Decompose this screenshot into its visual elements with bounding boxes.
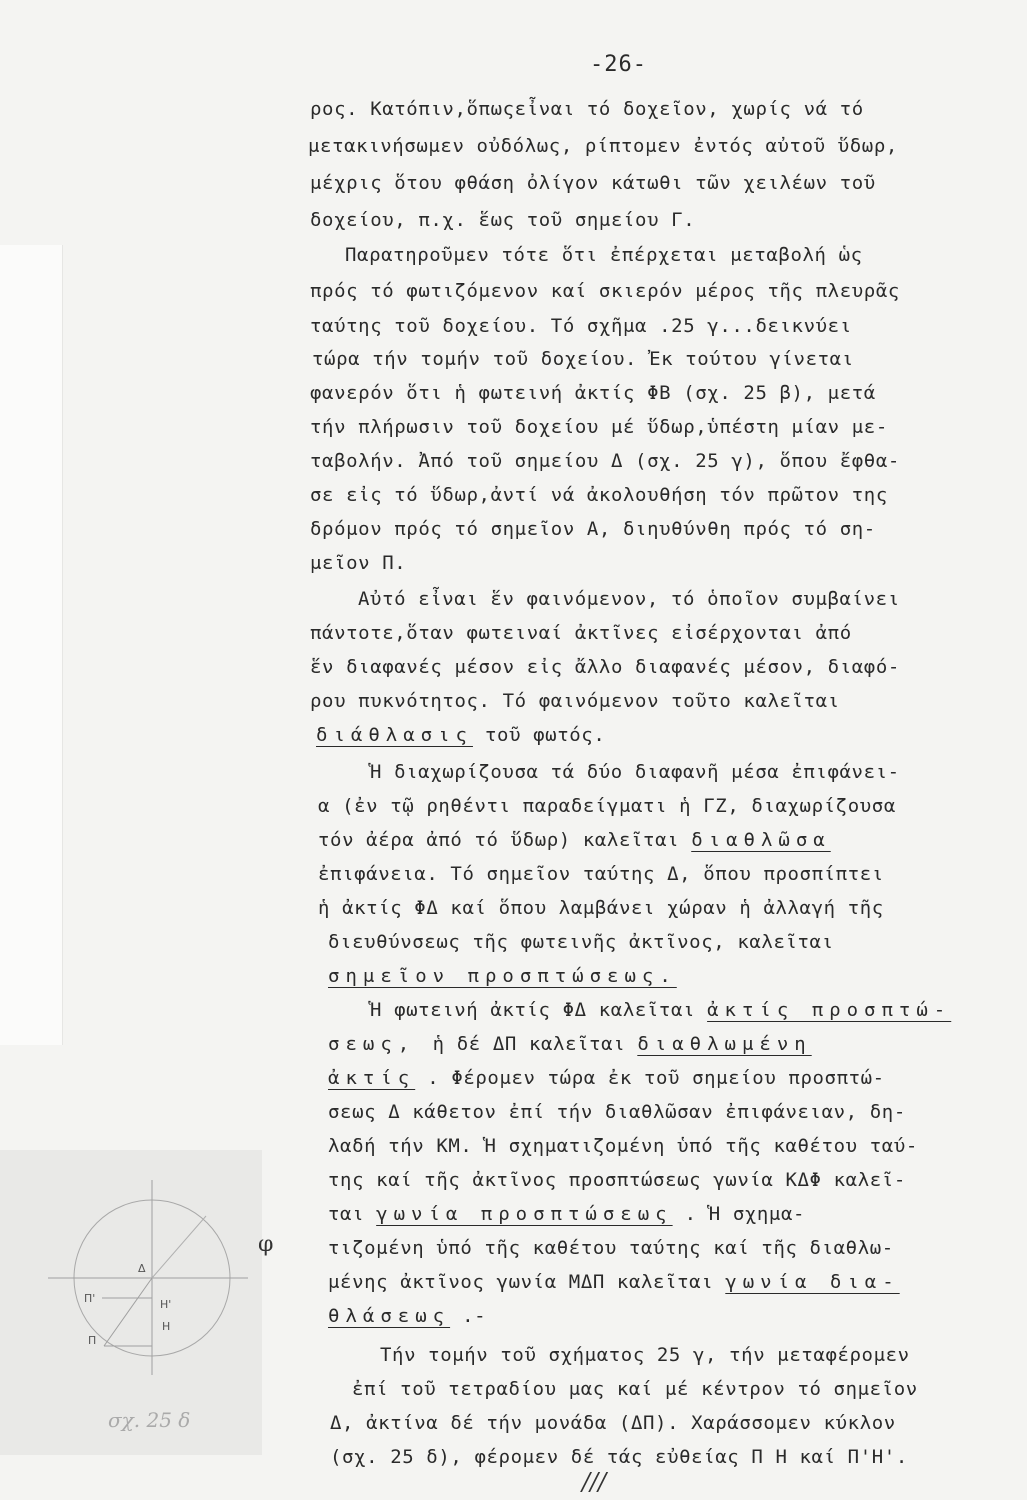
text-segment: Παρατηροῦμεν τότε ὅτι ἐπέρχεται μεταβολή ὡς (345, 244, 863, 266)
text-segment: ἕν διαφανές μέσον εἰς ἄλλο διαφανές μέσον, διαφό- (310, 656, 900, 678)
text-segment: πρός τό φωτιζόμενον καί σκιερόν μέρος τῆς πλευρᾶς (310, 280, 900, 302)
underlined-term: διαθλῶσα (691, 829, 831, 851)
text-segment: . Φέρομεν τώρα ἐκ τοῦ σημείου προσπτώ- (415, 1067, 885, 1089)
text-segment: ταύτης τοῦ δοχείου. Τό σχῆμα .25 γ...δεικνύει (310, 315, 852, 337)
figure-caption: σχ. 25 δ (108, 1408, 191, 1432)
text-line (328, 1169, 906, 1191)
underlined-term: ἀκτίς (328, 1067, 416, 1089)
underlined-term: γωνία δια- (725, 1271, 900, 1293)
text-segment: Αὐτό εἶναι ἕν φαινόμενον, τό ὁποῖον συμβαίνει (358, 588, 900, 610)
text-segment: .- (450, 1305, 487, 1327)
text-segment: . Ἡ σχημα- (672, 1203, 806, 1225)
text-line (328, 1305, 486, 1327)
text-segment: φανερόν ὅτι ἡ φωτεινή ἀκτίς ΦΒ (σχ. 25 β), μετά (310, 382, 876, 404)
text-line (370, 999, 951, 1021)
text-line (312, 348, 854, 370)
text-line (310, 552, 406, 574)
text-segment: ἡ ἀκτίς ΦΔ καί ὅπου λαμβάνει χώραν ἡ ἀλλαγή τῆς (318, 897, 884, 919)
underlined-term: διάθλασις (316, 724, 473, 746)
underlined-term: γωνία προσπτώσεως (376, 1203, 673, 1225)
text-segment: της καί τῆς ἀκτῖνος προσπτώσεως γωνία ΚΔΦ καλεῖ- (328, 1169, 906, 1191)
text-line (330, 1412, 896, 1434)
text-segment: διευθύνσεως τῆς φωτεινῆς ἀκτῖνος, καλεῖται (328, 931, 834, 953)
text-segment: τόν ἀέρα ἀπό τό ὕδωρ) καλεῖται (318, 829, 692, 851)
text-segment: δρόμον πρός τό σημεῖον Α, διηυθύνθη πρός τό ση- (310, 518, 876, 540)
text-segment: μεῖον Π. (310, 552, 407, 574)
text-line (370, 761, 900, 783)
text-segment: μετακινήσωμεν οὐδόλως, ρίπτομεν ἐντός αὐτοῦ ὕδωρ, (308, 135, 898, 157)
figure-refracted-ray (104, 1278, 152, 1346)
text-line (328, 1033, 812, 1055)
text-segment: λαδή τήν ΚΜ. Ἡ σχηματιζομένη ὑπό τῆς καθέτου ταύ- (328, 1135, 918, 1157)
text-segment: σεως, (328, 1033, 433, 1055)
text-segment: σεως Δ κάθετον ἐπί τήν διαθλῶσαν ἐπιφάνειαν, δη- (328, 1101, 906, 1123)
text-line (310, 656, 900, 678)
figure-incident-ray (152, 1216, 206, 1278)
text-segment: ἡ δέ ΔΠ καλεῖται (432, 1033, 638, 1055)
text-line (328, 1135, 918, 1157)
text-line (328, 1067, 885, 1089)
text-line (310, 450, 900, 472)
text-line (318, 863, 884, 885)
text-line (328, 965, 677, 987)
text-line (310, 484, 888, 506)
text-line (328, 1101, 906, 1123)
text-line (310, 518, 876, 540)
text-line (358, 588, 900, 610)
text-segment: ρος. Κατόπιν,ὅπωςεἶναι τό δοχεῖον, χωρίς νά τό (310, 98, 864, 120)
text-segment: μέχρις ὅτου φθάση ὀλίγον κάτωθι τῶν χειλέων τοῦ (310, 172, 876, 194)
underlined-term: σημεῖον προσπτώσεως. (328, 965, 677, 987)
text-line (316, 724, 605, 746)
text-line (310, 690, 840, 712)
text-segment: α (ἐν τῷ ρηθέντι παραδείγματι ἡ ΓΖ, διαχωρίζουσα (318, 795, 896, 817)
figure-label-h-prime: Η' (160, 1298, 172, 1311)
figure-label-pi-prime: Π' (84, 1292, 96, 1305)
text-segment: ἐπιφάνεια. Τό σημεῖον ταύτης Δ, ὅπου προσπίπτει (318, 863, 884, 885)
text-line (328, 1271, 900, 1293)
text-segment: πάντοτε,ὅταν φωτειναί ἀκτῖνες εἰσέρχονται ἀπό (310, 622, 852, 644)
margin-note-phi: φ (258, 1232, 274, 1257)
text-segment: Ἡ διαχωρίζουσα τά δύο διαφανῆ μέσα ἐπιφάνει- (370, 761, 900, 783)
underlined-term: διαθλωμένη (637, 1033, 812, 1055)
text-segment: Ἡ φωτεινή ἀκτίς ΦΔ καλεῖται (370, 999, 708, 1021)
text-line (310, 209, 695, 231)
figure-label-pi: Π (88, 1334, 97, 1347)
text-line (310, 416, 888, 438)
text-segment: σε εἰς τό ὕδωρ,ἀντί νά ἀκολουθήση τόν πρῶτον της (310, 484, 888, 506)
page-end-mark: /// (582, 1468, 607, 1496)
text-segment: μένης ἀκτῖνος γωνία ΜΔΠ καλεῖται (328, 1271, 726, 1293)
underlined-term: θλάσεως (328, 1305, 451, 1327)
text-line (310, 98, 864, 120)
underlined-term: ἀκτίς προσπτώ- (707, 999, 952, 1021)
text-line (308, 135, 898, 157)
text-segment: ρου πυκνότητος. Τό φαινόμενον τοῦτο καλεῖται (310, 690, 840, 712)
text-line (310, 622, 852, 644)
text-line (330, 1446, 908, 1468)
text-line (310, 382, 876, 404)
text-segment: δοχείου, π.χ. ἕως τοῦ σημείου Γ. (310, 209, 696, 231)
text-line (380, 1344, 910, 1366)
page-edge-strip (0, 245, 63, 1045)
text-segment: τιζομένη ὑπό τῆς καθέτου ταύτης καί τῆς διαθλω- (328, 1237, 894, 1259)
text-line (352, 1378, 918, 1400)
text-line (328, 1237, 894, 1259)
text-segment: Τήν τομήν τοῦ σχήματος 25 γ, τήν μεταφέρομεν (380, 1344, 910, 1366)
text-line (310, 172, 876, 194)
text-line (318, 795, 896, 817)
text-segment: ταβολήν. Ἀπό τοῦ σημείου Δ (σχ. 25 γ), ὅπου ἔφθα- (310, 450, 900, 472)
text-segment: (σχ. 25 δ), φέρομεν δέ τάς εὐθείας Π Η καί Π'Η'. (330, 1446, 908, 1468)
text-line (318, 829, 831, 851)
text-line (310, 315, 852, 337)
text-segment: Δ, ἀκτίνα δέ τήν μονάδα (ΔΠ). Χαράσσομεν κύκλον (330, 1412, 896, 1434)
page-number: -26- (590, 52, 647, 77)
text-line (318, 897, 884, 919)
text-segment: τήν πλήρωσιν τοῦ δοχείου μέ ὕδωρ,ὑπέστη μίαν με- (310, 416, 888, 438)
figure-label-delta: Δ (138, 1262, 146, 1275)
text-segment: ται (328, 1203, 377, 1225)
text-segment: τώρα τήν τομήν τοῦ δοχείου. Ἐκ τούτου γίνεται (312, 348, 854, 370)
figure-label-h: Η (162, 1320, 171, 1333)
text-line (328, 931, 834, 953)
text-segment: τοῦ φωτός. (472, 724, 606, 746)
text-line (345, 244, 863, 266)
text-line (328, 1203, 805, 1225)
text-segment: ἐπί τοῦ τετραδίου μας καί μέ κέντρον τό σημεῖον (352, 1378, 918, 1400)
text-line (310, 280, 900, 302)
